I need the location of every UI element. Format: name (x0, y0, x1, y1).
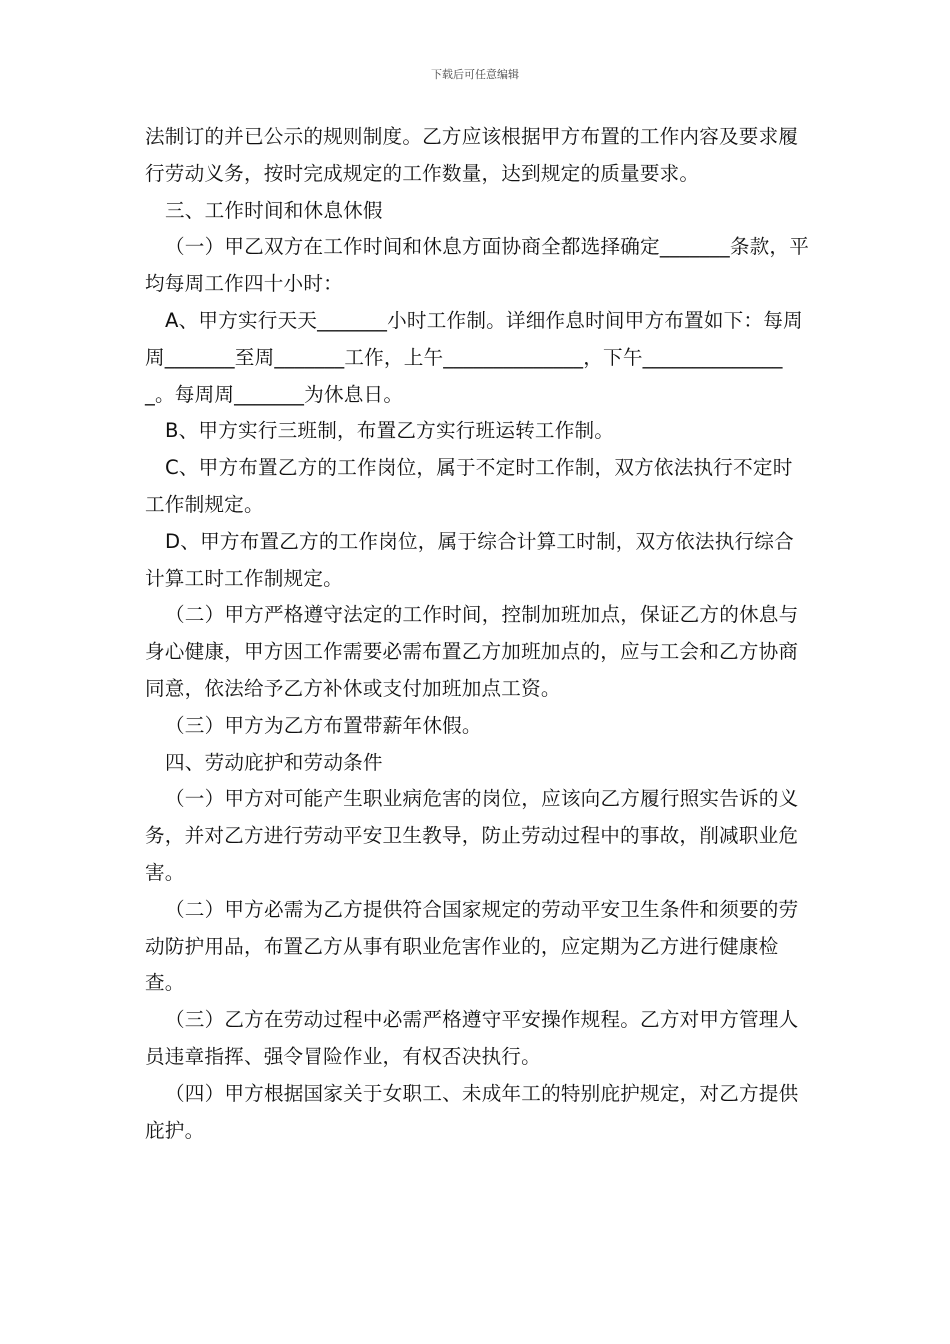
paragraph-3-3: （三）甲方为乙方布置带薪年休假。 (165, 713, 482, 737)
document-body (145, 119, 810, 1149)
paragraph-4-3: （三）乙方在劳动过程中必需严格遵守平安操作规程。乙方对甲方管理人员违章指挥、强令冒险作业，有权否决执行。 (145, 1008, 799, 1068)
paragraph-3-2: （二）甲方严格遵守法定的工作时间，控制加班加点，保证乙方的休息与身心健康，甲方因工作需要必需布置乙方加班加点的，应与工会和乙方协商同意，依法给予乙方补休或支付加班加点工资。 (145, 603, 799, 700)
paragraph-continuation: 法制订的并已公示的规则制度。乙方应该根据甲方布置的工作内容及要求履行劳动义务，按时完成规定的工作数量，达到规定的质量要求。 (145, 125, 799, 185)
section-heading-3: 三、工作时间和休息休假 (165, 198, 383, 222)
paragraph-3-1-c: C、甲方布置乙方的工作岗位，属于不定时工作制，双方依法执行不定时工作制规定。 (145, 456, 793, 516)
section-heading-4: 四、劳动庇护和劳动条件 (165, 750, 383, 774)
paragraph-4-1: （一）甲方对可能产生职业病危害的岗位，应该向乙方履行照实告诉的义务，并对乙方进行劳动平安卫生教导，防止劳动过程中的事故，削减职业危害。 (145, 787, 799, 884)
paragraph-3-1-a: A、甲方实行天天_______小时工作制。详细作息时间甲方布置如下：每周周_______至周_______工作，上午______________，下午_______________。每周周_______为休息日。 (145, 308, 803, 406)
paragraph-3-1-b: B、甲方实行三班制，布置乙方实行班运转工作制。 (165, 419, 615, 443)
paragraph-4-4: （四）甲方根据国家关于女职工、未成年工的特别庇护规定，对乙方提供庇护。 (145, 1081, 799, 1142)
paragraph-3-1: （一）甲乙双方在工作时间和休息方面协商全都选择确定_______条款，平均每周工作四十小时： (145, 235, 809, 296)
paragraph-3-1-d: D、甲方布置乙方的工作岗位，属于综合计算工时制，双方依法执行综合计算工时工作制规定。 (145, 529, 794, 590)
paragraph-4-2: （二）甲方必需为乙方提供符合国家规定的劳动平安卫生条件和须要的劳动防护用品，布置乙方从事有职业危害作业的，应定期为乙方进行健康检查。 (145, 897, 799, 995)
page-header: 下载后可任意编辑 (431, 68, 519, 81)
